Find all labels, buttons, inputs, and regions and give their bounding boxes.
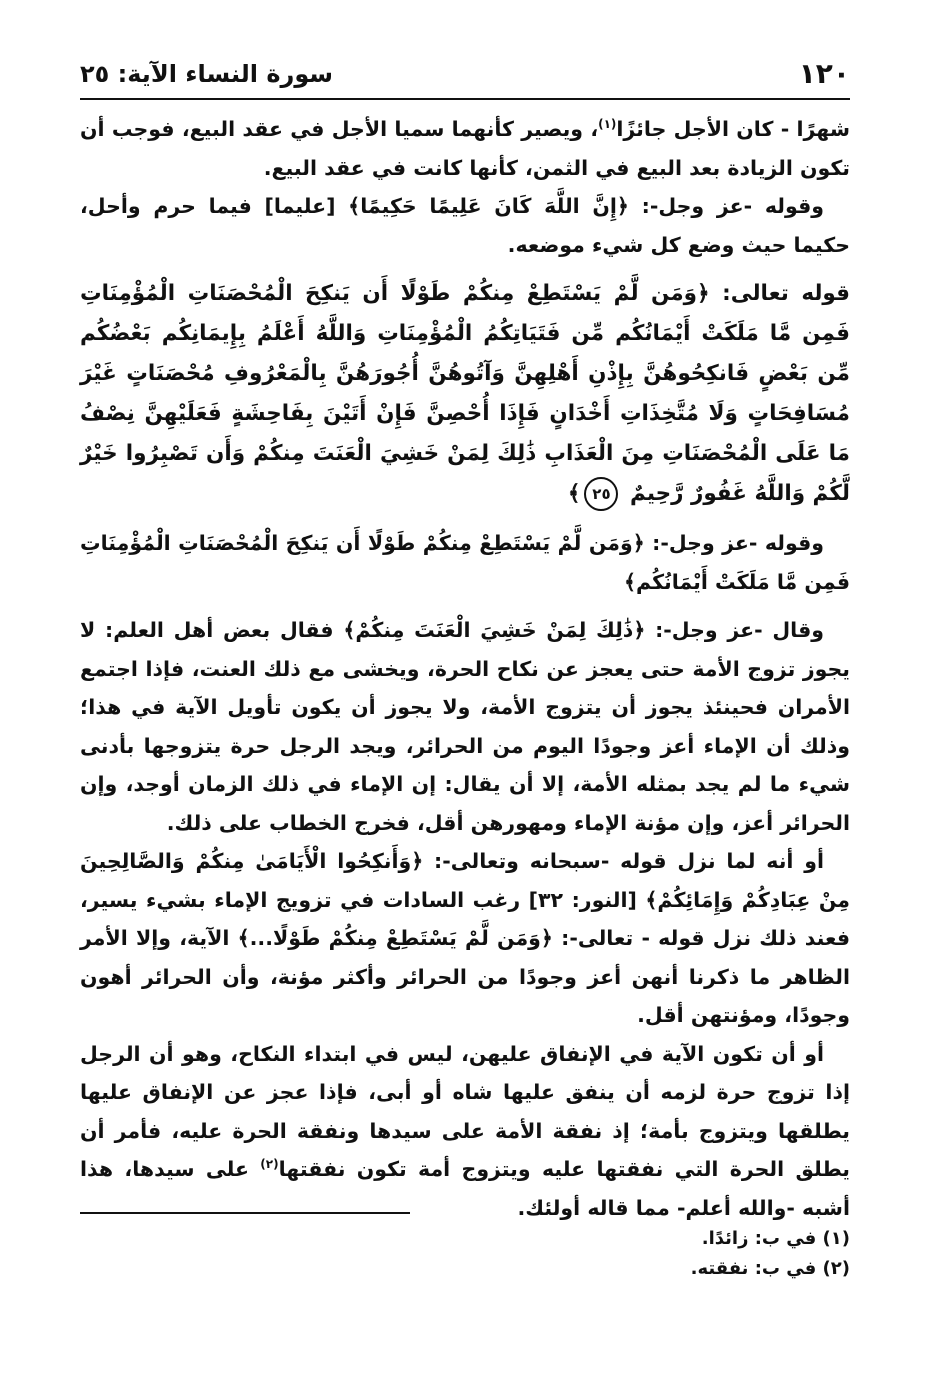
paragraph: وقوله -عز وجل-: ﴿إِنَّ اللَّهَ كَانَ عَلِيمًا حَكِيمًا﴾ [عليما] فيما حرم وأحل، حكيما حيث وضع كل شيء موضعه.	[80, 194, 850, 257]
paragraph: أو أنه لما نزل قوله -سبحانه وتعالى-: ﴿وَأَنكِحُوا الْأَيَامَىٰ مِنكُمْ وَالصَّالِحِينَ مِنْ عِبَادِكُمْ وَإِمَائِكُمْ﴾ [النور: ٣٢] رغب السادات في تزويج الإماء بشيء يسير، فعند ذلك نزل قوله - تعالى-: ﴿وَمَن لَّمْ يَسْتَطِعْ مِنكُمْ طَوْلًا...﴾ الآية، وإلا الأمر الظاهر ما ذكرنا أنهن أعز وجودًا من الحرائر وأكثر مؤنة، وأن الحرائر أهون وجودًا، ومؤنتهن أقل.	[80, 849, 850, 1027]
footnote-ref: (١)	[598, 117, 617, 132]
page-number: ١٢٠	[798, 57, 850, 90]
footnotes	[691, 1224, 850, 1284]
paragraph: أو أن تكون الآية في الإنفاق عليهن، ليس في ابتداء النكاح، وهو أن الرجل إذا تزوج حرة لزمه أن ينفق عليها شاه أو أبى، فإذا عجز عن الإنفاق عليها يطلقها ويتزوج بأمة؛ إذ نفقة الأمة على سيدها ونفقة الحرة عليه، فأمر أن يطلق الحرة التي نفقتها عليه ويتزوج أمة تكون نفقتها$^{(٢)}$ على سيدها، هذا أشبه -والله أعلم- مما قاله أولئك.	[80, 1041, 850, 1220]
quran-verse: ﴿وَمَن لَّمْ يَسْتَطِعْ مِنكُمْ طَوْلًا أَن يَنكِحَ الْمُحْصَنَاتِ الْمُؤْمِنَاتِ فَمِن مَّا مَلَكَتْ أَيْمَانُكُم مِّن فَتَيَاتِكُمُ الْمُؤْمِنَاتِ وَاللَّهُ أَعْلَمُ بِإِيمَانِكُم بَعْضُكُم مِّن بَعْضٍ فَانكِحُوهُنَّ بِإِذْنِ أَهْلِهِنَّ وَآتُوهُنَّ أُجُورَهُنَّ بِالْمَعْرُوفِ مُحْصَنَاتٍ غَيْرَ مُسَافِحَاتٍ وَلَا مُتَّخِذَاتِ أَخْدَانٍ فَإِذَا أُحْصِنَّ فَإِنْ أَتَيْنَ بِفَاحِشَةٍ فَعَلَيْهِنَّ نِصْفُ مَا عَلَى الْمُحْصَنَاتِ مِنَ الْعَذَابِ ذَٰلِكَ لِمَنْ خَشِيَ الْعَنَتَ مِنكُمْ وَأَن تَصْبِرُوا خَيْرٌ لَّكُمْ وَاللَّهُ غَفُورٌ رَّحِيمٌ	[80, 281, 850, 506]
footnote-ref: (٢)	[260, 1157, 279, 1172]
paragraph: شهرًا - كان الأجل جائزًا$^{(١)}$، ويصير كأنهما سميا الأجل في عقد البيع، فوجب أن تكون الزيادة بعد البيع في الثمن، كأنها كانت في عقد البيع.	[80, 117, 850, 180]
footnote: (٢) في ب: نفقته.	[690, 1258, 850, 1279]
page-header	[80, 52, 850, 94]
footnote-rule	[80, 1212, 410, 1214]
verse-label: قوله تعالى:	[722, 281, 850, 306]
ayah-number: ٢٥	[584, 477, 618, 511]
main-text	[80, 110, 850, 1227]
paragraph: وقوله -عز وجل-: ﴿وَمَن لَّمْ يَسْتَطِعْ مِنكُمْ طَوْلًا أَن يَنكِحَ الْمُحْصَنَاتِ الْمُؤْمِنَاتِ فَمِن مَّا مَلَكَتْ أَيْمَانُكُم﴾	[80, 531, 850, 594]
footnote: (١) في ب: زائدًا.	[701, 1228, 850, 1249]
running-title: سورة النساء الآية: ٢٥	[80, 60, 333, 88]
quran-verse-paragraph: قوله تعالى: ﴿وَمَن لَّمْ يَسْتَطِعْ مِنكُمْ طَوْلًا أَن يَنكِحَ الْمُحْصَنَاتِ الْمُؤْمِنَاتِ فَمِن مَّا مَلَكَتْ أَيْمَانُكُم مِّن فَتَيَاتِكُمُ الْمُؤْمِنَاتِ وَاللَّهُ أَعْلَمُ بِإِيمَانِكُم بَعْضُكُم مِّن بَعْضٍ فَانكِحُوهُنَّ بِإِذْنِ أَهْلِهِنَّ وَآتُوهُنَّ أُجُورَهُنَّ بِالْمَعْرُوفِ مُحْصَنَاتٍ غَيْرَ مُسَافِحَاتٍ وَلَا مُتَّخِذَاتِ أَخْدَانٍ فَإِذَا أُحْصِنَّ فَإِنْ أَتَيْنَ بِفَاحِشَةٍ فَعَلَيْهِنَّ نِصْفُ مَا عَلَى الْمُحْصَنَاتِ مِنَ الْعَذَابِ ذَٰلِكَ لِمَنْ خَشِيَ الْعَنَتَ مِنكُمْ وَأَن تَصْبِرُوا خَيْرٌ لَّكُمْ وَاللَّهُ غَفُورٌ رَّحِيمٌ ٢٥﴾	[80, 274, 850, 514]
page	[80, 52, 850, 1279]
header-rule	[80, 98, 850, 100]
paragraph: وقال -عز وجل-: ﴿ذَٰلِكَ لِمَنْ خَشِيَ الْعَنَتَ مِنكُمْ﴾ فقال بعض أهل العلم: لا يجوز تزوج الأمة حتى يعجز عن نكاح الحرة، ويخشى مع ذلك العنت، فإذا اجتمع الأمران فحينئذ يجوز أن يتزوج الأمة، ولا يجوز أن يكون تأويل الآية في هذا؛ وذلك أن الإماء أعز وجودًا اليوم من الحرائر، ويجد الرجل حرة يتزوجها بأدنى شيء ما لم يجد بمثله الأمة، إلا أن يقال: إن الإماء في ذلك الزمان أوجد، وإن الحرائر أعز، وإن مؤنة الإماء ومهورهن أقل، فخرج الخطاب على ذلك.	[80, 618, 850, 835]
